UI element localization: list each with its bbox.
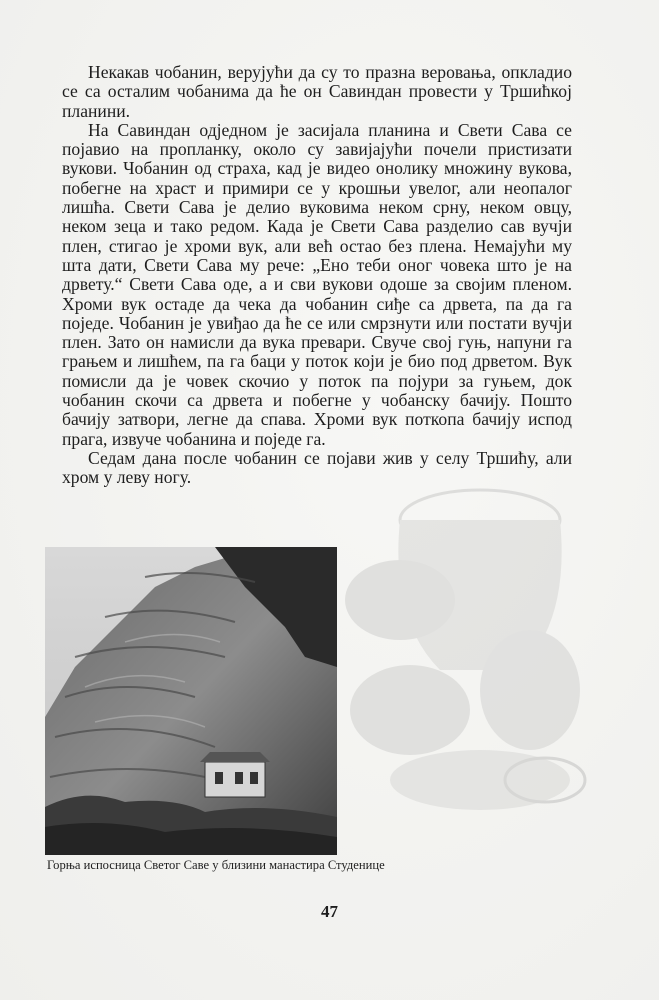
hermitage-photo xyxy=(45,547,337,855)
page-number: 47 xyxy=(321,902,338,921)
paragraph-1: Некакав чобанин, верујући да су то празна веровања, опкладио се са осталим чобанима да ће он Савиндан провести у Тршићкој планини. xyxy=(62,62,572,121)
bleed-through-illustration xyxy=(330,480,590,840)
cliff-hermitage-image xyxy=(45,547,337,855)
article-body xyxy=(62,63,572,488)
paragraph-3: Седам дана после чобанин се појави жив у селу Тршићу, али хром у леву ногу. xyxy=(62,447,572,488)
figure-caption: Горња испосница Светог Саве у близини манастира Студенице xyxy=(47,858,385,872)
paragraph-2: На Савиндан одједном је засијала планина и Свети Сава се појавио на пропланку, около су завијајући почели пристизати вукови. Чобанин од страха, кад је видео онолику множину вукова, побегне на храст и примири се у крошњи увелог, али неопалог лишћа. Свети Сава је делио вуковима неком срну, неком овцу, неком зеца и тако редом. Када је Свети Сава разделио сав вучји плен, стигао је хроми вук, али већ остао без плена. Немајући му шта дати, Свети Сава му рече: „Ено теби оног човека што је на дрвету.“ Свети Сава оде, а и сви вукови одоше за својим пленом. Хроми вук остаде да чека да чобанин сиђе са дрвета, па да га поједе. Чобанин је увиђао да ће се или смрзнути или постати вучји плен. Зато он намисли да вука превари. Свуче свој гуњ, напуни га грањем и лишћем, па га баци у поток који је био под дрветом. Вук помисли да је човек скочио у поток па појури за гуњем, док чобанин скочи са дрвета и побегне у чобанску бачију. Пошто бачију затвори, легне да спава. Хроми вук поткопа бачију испод прага, извуче чобанина и поједе га. xyxy=(62,119,572,449)
